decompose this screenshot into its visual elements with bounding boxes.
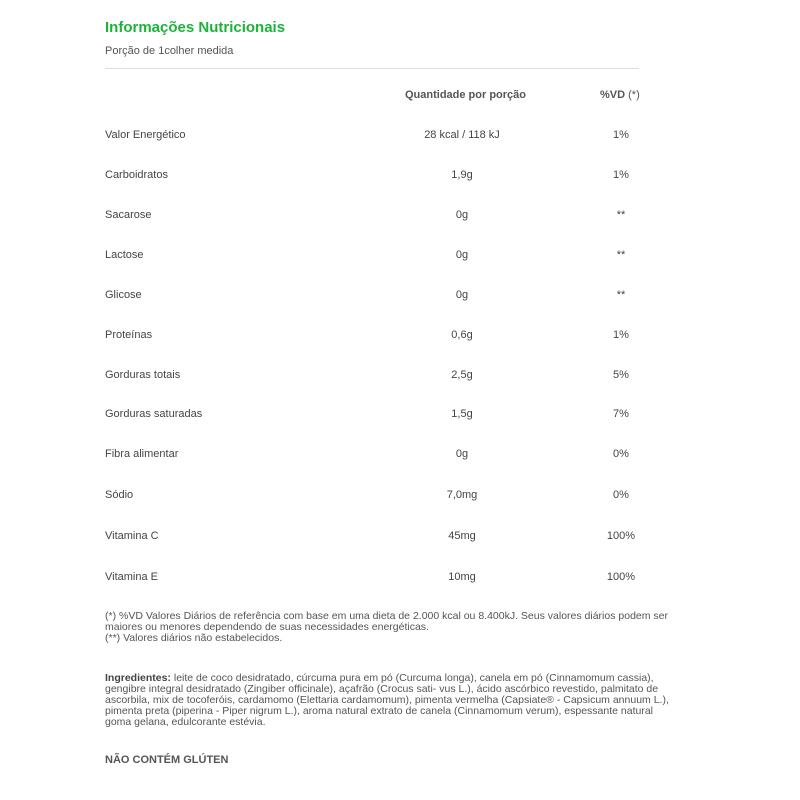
nutrient-vd: 5% <box>613 369 629 381</box>
nutrient-vd: ** <box>616 289 626 301</box>
portion-size: Porção de 1colher medida <box>105 45 234 57</box>
footnotes <box>105 611 670 644</box>
nutrient-name: Lactose <box>105 249 144 261</box>
page-title: Informações Nutricionais <box>105 19 286 36</box>
nutrient-name: Proteínas <box>105 329 153 341</box>
nutrient-quantity: 0g <box>455 209 469 221</box>
nutrient-vd: 0% <box>613 448 629 460</box>
ingredients <box>105 673 673 729</box>
table-row <box>0 289 800 305</box>
nutrient-quantity: 7,0mg <box>446 489 478 501</box>
nutrient-vd: ** <box>616 209 626 221</box>
nutrient-quantity: 45mg <box>448 530 476 542</box>
nutrient-quantity: 0g <box>455 448 469 460</box>
column-header-vd-label: %VD <box>600 89 626 101</box>
nutrient-name: Carboidratos <box>105 169 168 181</box>
nutrient-name: Sódio <box>105 489 134 501</box>
nutrient-name: Glicose <box>105 289 142 301</box>
table-row <box>0 209 800 225</box>
nutrient-name: Gorduras totais <box>105 369 181 381</box>
nutrient-vd: 1% <box>613 169 629 181</box>
nutrient-quantity: 10mg <box>448 571 476 583</box>
nutrient-vd: 1% <box>613 329 629 341</box>
column-header-vd <box>600 89 640 101</box>
nutrient-quantity: 0,6g <box>451 329 473 341</box>
nutrient-quantity: 0g <box>455 289 469 301</box>
table-row <box>0 448 800 464</box>
nutrient-name: Sacarose <box>105 209 152 221</box>
nutrient-name: Vitamina C <box>105 530 159 542</box>
header-divider <box>105 68 639 69</box>
nutrient-quantity: 1,9g <box>451 169 473 181</box>
table-row <box>0 249 800 265</box>
nutrient-quantity: 1,5g <box>451 408 473 420</box>
table-row <box>0 489 800 505</box>
nutrient-name: Fibra alimentar <box>105 448 179 460</box>
ingredients-text: leite de coco desidratado, cúrcuma pura em pó (Curcuma longa), canela em pó (Cinnamomum cassia), gengibre integral desidratado (Zingiber officinale), açafrão (Crocus sati- vus L.), ácido ascórbico revestido, palmitato de ascorbila, mix de tocoferóis, cardamomo (Elettaria cardamomum), pimenta vermelha (Capsiate® - Capsicum annuum L.), pimenta preta (piperina - Piper nigrum L.), aroma natural extrato de canela (Cinnamomum verum), espessante natural goma gelana, edulcorante estévia. <box>105 673 669 728</box>
not-established-note: (**) Valores diários não estabelecidos. <box>105 632 283 644</box>
column-header-quantity: Quantidade por porção <box>405 89 527 101</box>
nutrient-quantity: 0g <box>455 249 469 261</box>
nutrient-quantity: 28 kcal / 118 kJ <box>424 129 500 141</box>
table-row <box>0 530 800 546</box>
nutrient-vd: 100% <box>606 530 636 542</box>
nutrient-vd: 100% <box>606 571 636 583</box>
table-row <box>0 329 800 345</box>
nutrient-vd: ** <box>616 249 626 261</box>
nutrient-vd: 7% <box>613 408 629 420</box>
ingredients-label: Ingredientes: <box>105 673 171 684</box>
gluten-notice: NÃO CONTÉM GLÚTEN <box>105 754 229 766</box>
table-row <box>0 408 800 424</box>
nutrient-quantity: 2,5g <box>451 369 473 381</box>
nutrient-vd: 0% <box>613 489 629 501</box>
table-row <box>0 129 800 145</box>
table-row <box>0 169 800 185</box>
table-row <box>0 369 800 385</box>
nutrient-name: Vitamina E <box>105 571 158 583</box>
nutrient-vd: 1% <box>613 129 629 141</box>
nutrient-name: Gorduras saturadas <box>105 408 203 420</box>
table-row <box>0 571 800 587</box>
column-header-vd-mark: (*) <box>628 89 640 101</box>
nutrient-name: Valor Energético <box>105 129 186 141</box>
vd-reference-note: (*) %VD Valores Diários de referência com base em uma dieta de 2.000 kcal ou 8.400kJ. Seus valores diários podem ser maiores ou menores dependendo de suas necessidades energéticas. <box>105 610 669 633</box>
